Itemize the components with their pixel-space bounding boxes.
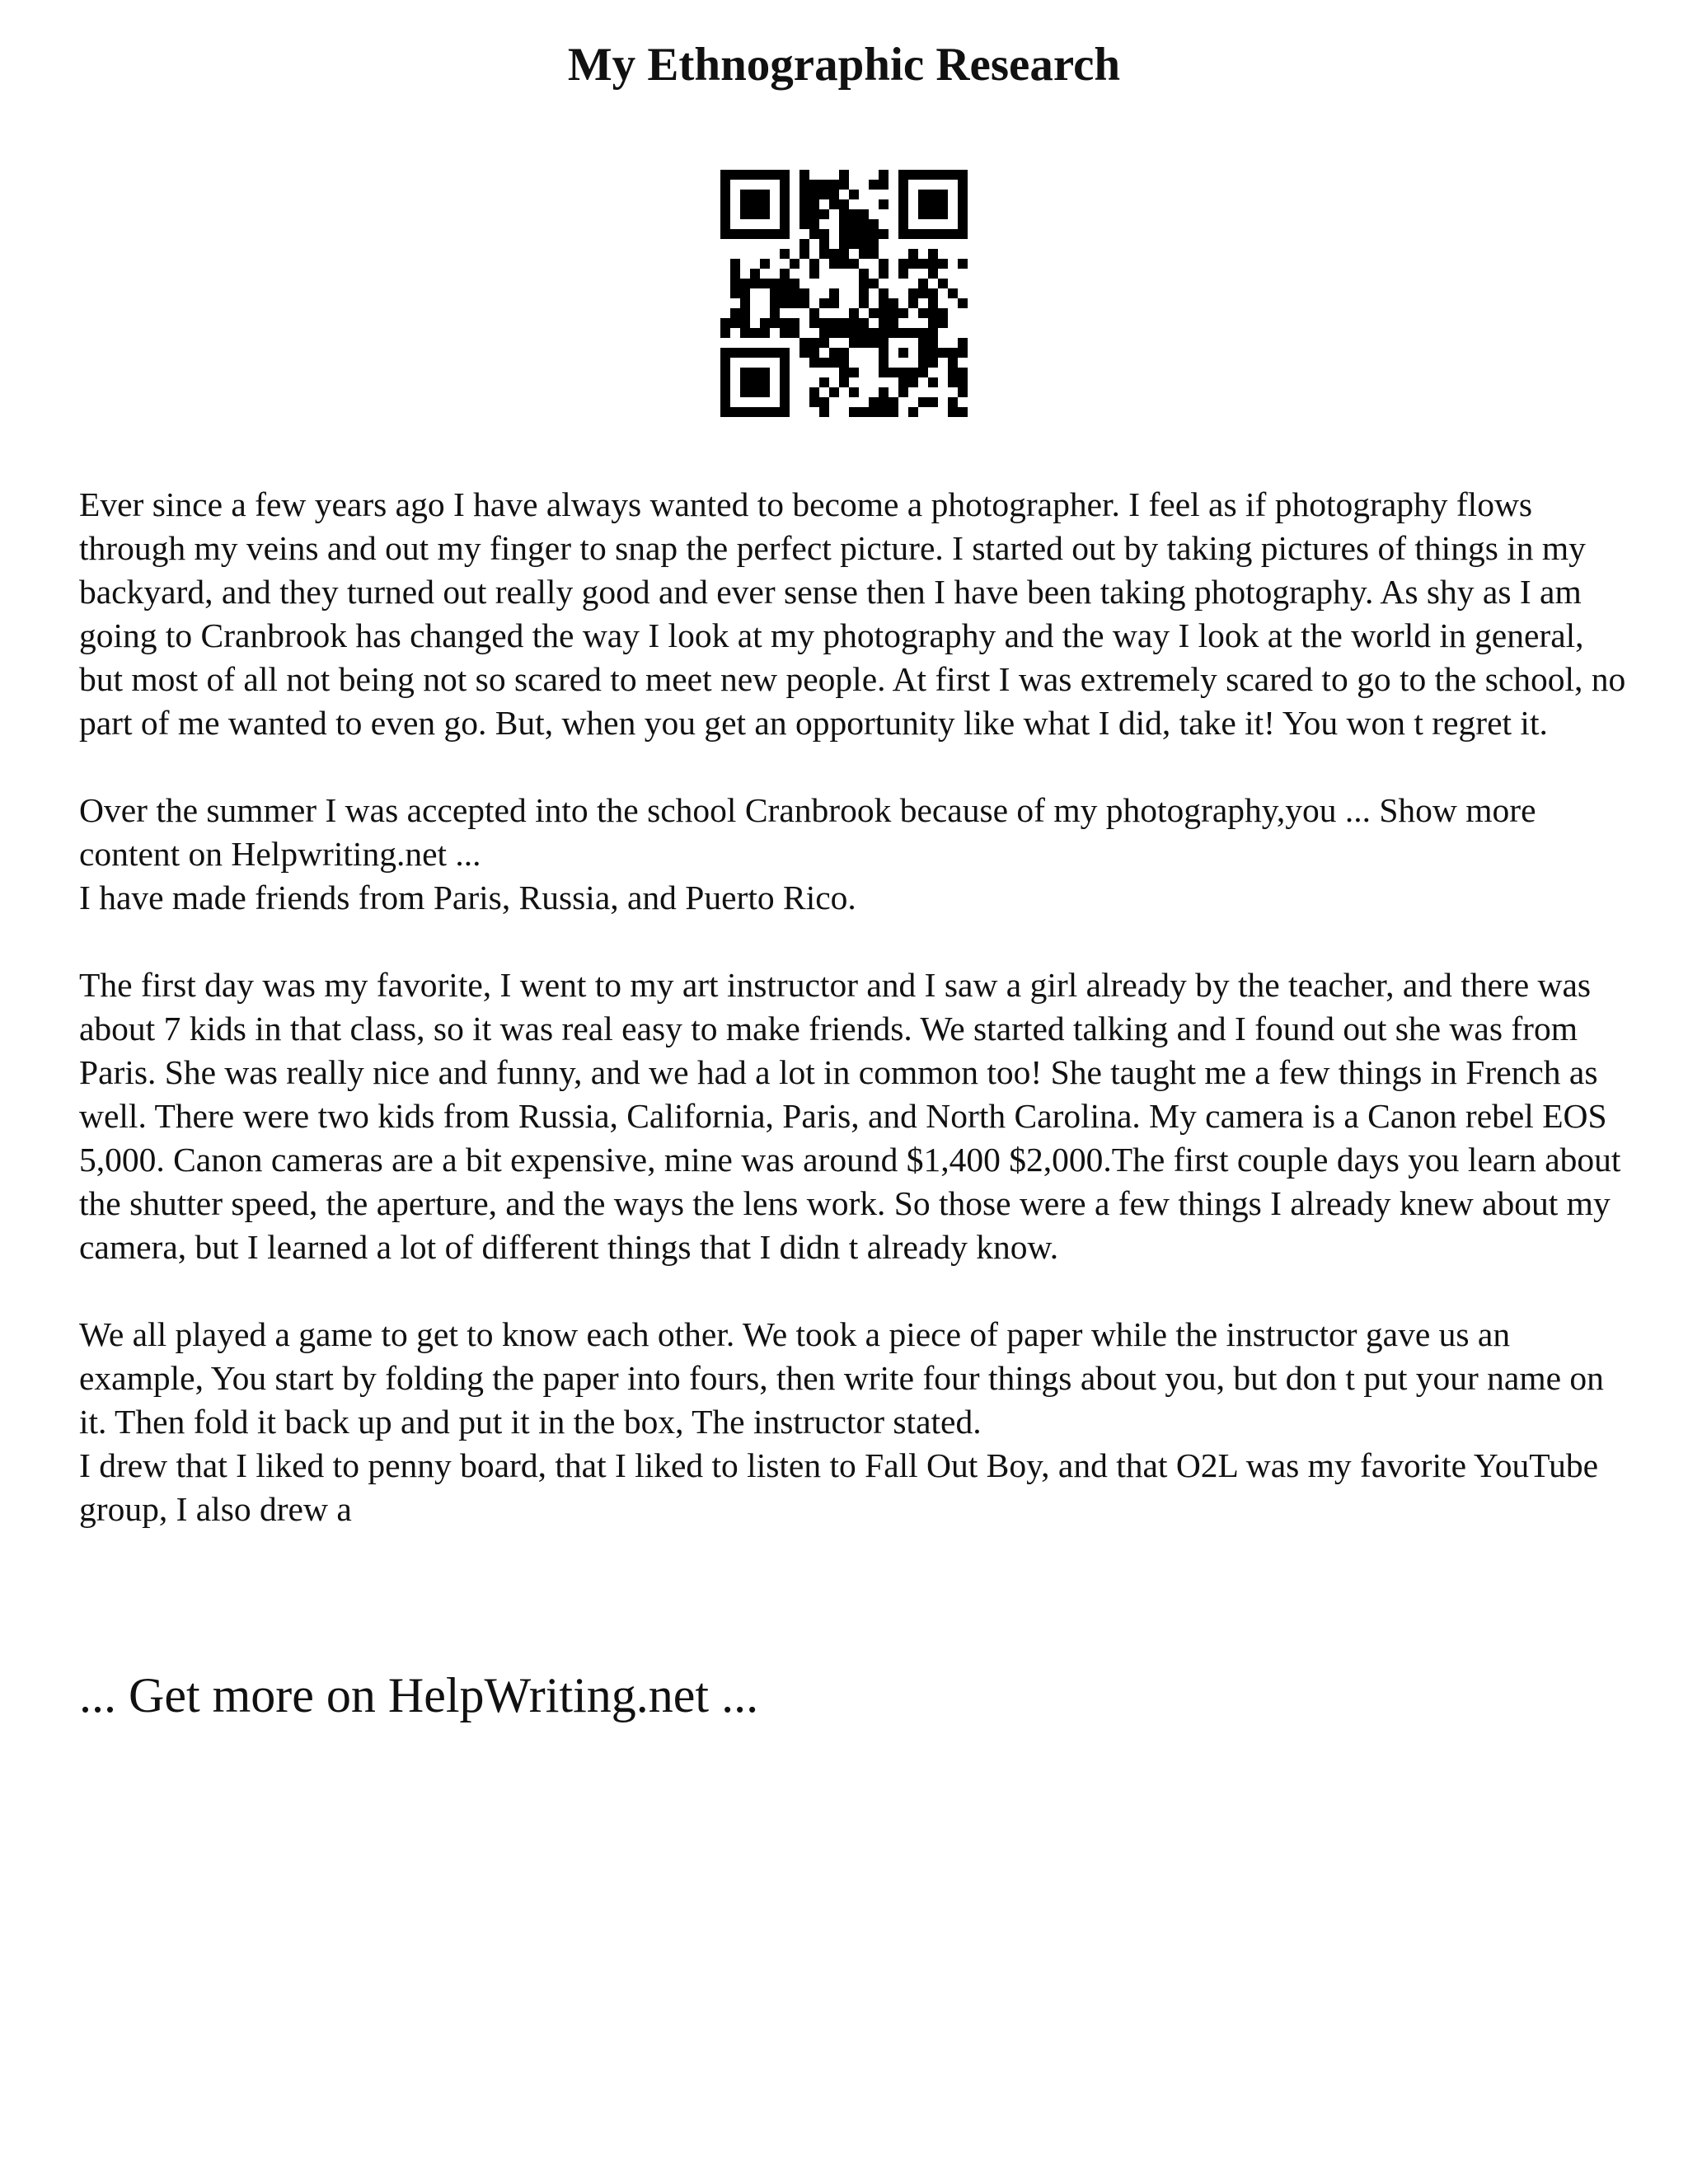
paragraph-3: I have made friends from Paris, Russia, and Puerto Rico. bbox=[79, 879, 856, 916]
qr-code-image bbox=[720, 170, 968, 417]
paragraph-4: The first day was my favorite, I went to my art instructor and I saw a girl already by the teacher, and there was about 7 kids in that class, so it was real easy to make friends. We started talking and I found out she was from Paris. She was really nice and funny, and we had a lot in common too! She taught me a few things in French as well. There were two kids from Russia, California, Paris, and North Carolina. My camera is a Canon rebel EOS 5,000. Canon cameras are a bit expensive, mine was around $1,400 $2,000.The first couple days you learn about the shutter speed, the aperture, and the ways the lens work. So those were a few things I already knew about my camera, but I learned a lot of different things that I didn t already know. bbox=[79, 966, 1621, 1266]
paragraph-6: I drew that I liked to penny board, that I liked to listen to Fall Out Boy, and that O2L was my favorite YouTube group, I also drew a bbox=[79, 1446, 1599, 1528]
paragraph-5: We all played a game to get to know each other. We took a piece of paper while the instructor gave us an example, You start by folding the paper into fours, then write four things about you, but don t put your name on it. Then fold it back up and put it in the box, The instructor stated. bbox=[79, 1315, 1604, 1441]
article-body bbox=[79, 483, 1629, 1531]
paragraph-2: Over the summer I was accepted into the school Cranbrook because of my photography,you ... Show more content on Helpwriting.net ... bbox=[79, 791, 1536, 873]
page-title: My Ethnographic Research bbox=[567, 39, 1121, 91]
qr-code-icon bbox=[720, 170, 968, 417]
get-more-link[interactable]: ... Get more on HelpWriting.net ... bbox=[79, 1668, 759, 1722]
paragraph-1: Ever since a few years ago I have always wanted to become a photographer. I feel as if photography flows through my veins and out my finger to snap the perfect picture. I started out by taking pictures of things in my backyard, and they turned out really good and ever sense then I have been taking photography. As shy as I am going to Cranbrook has changed the way I look at my photography and the way I look at the world in general, but most of all not being not so scared to meet new people. At first I was extremely scared to go to the school, no part of me wanted to even go. But, when you get an opportunity like what I did, take it! You won t regret it. bbox=[79, 485, 1626, 742]
